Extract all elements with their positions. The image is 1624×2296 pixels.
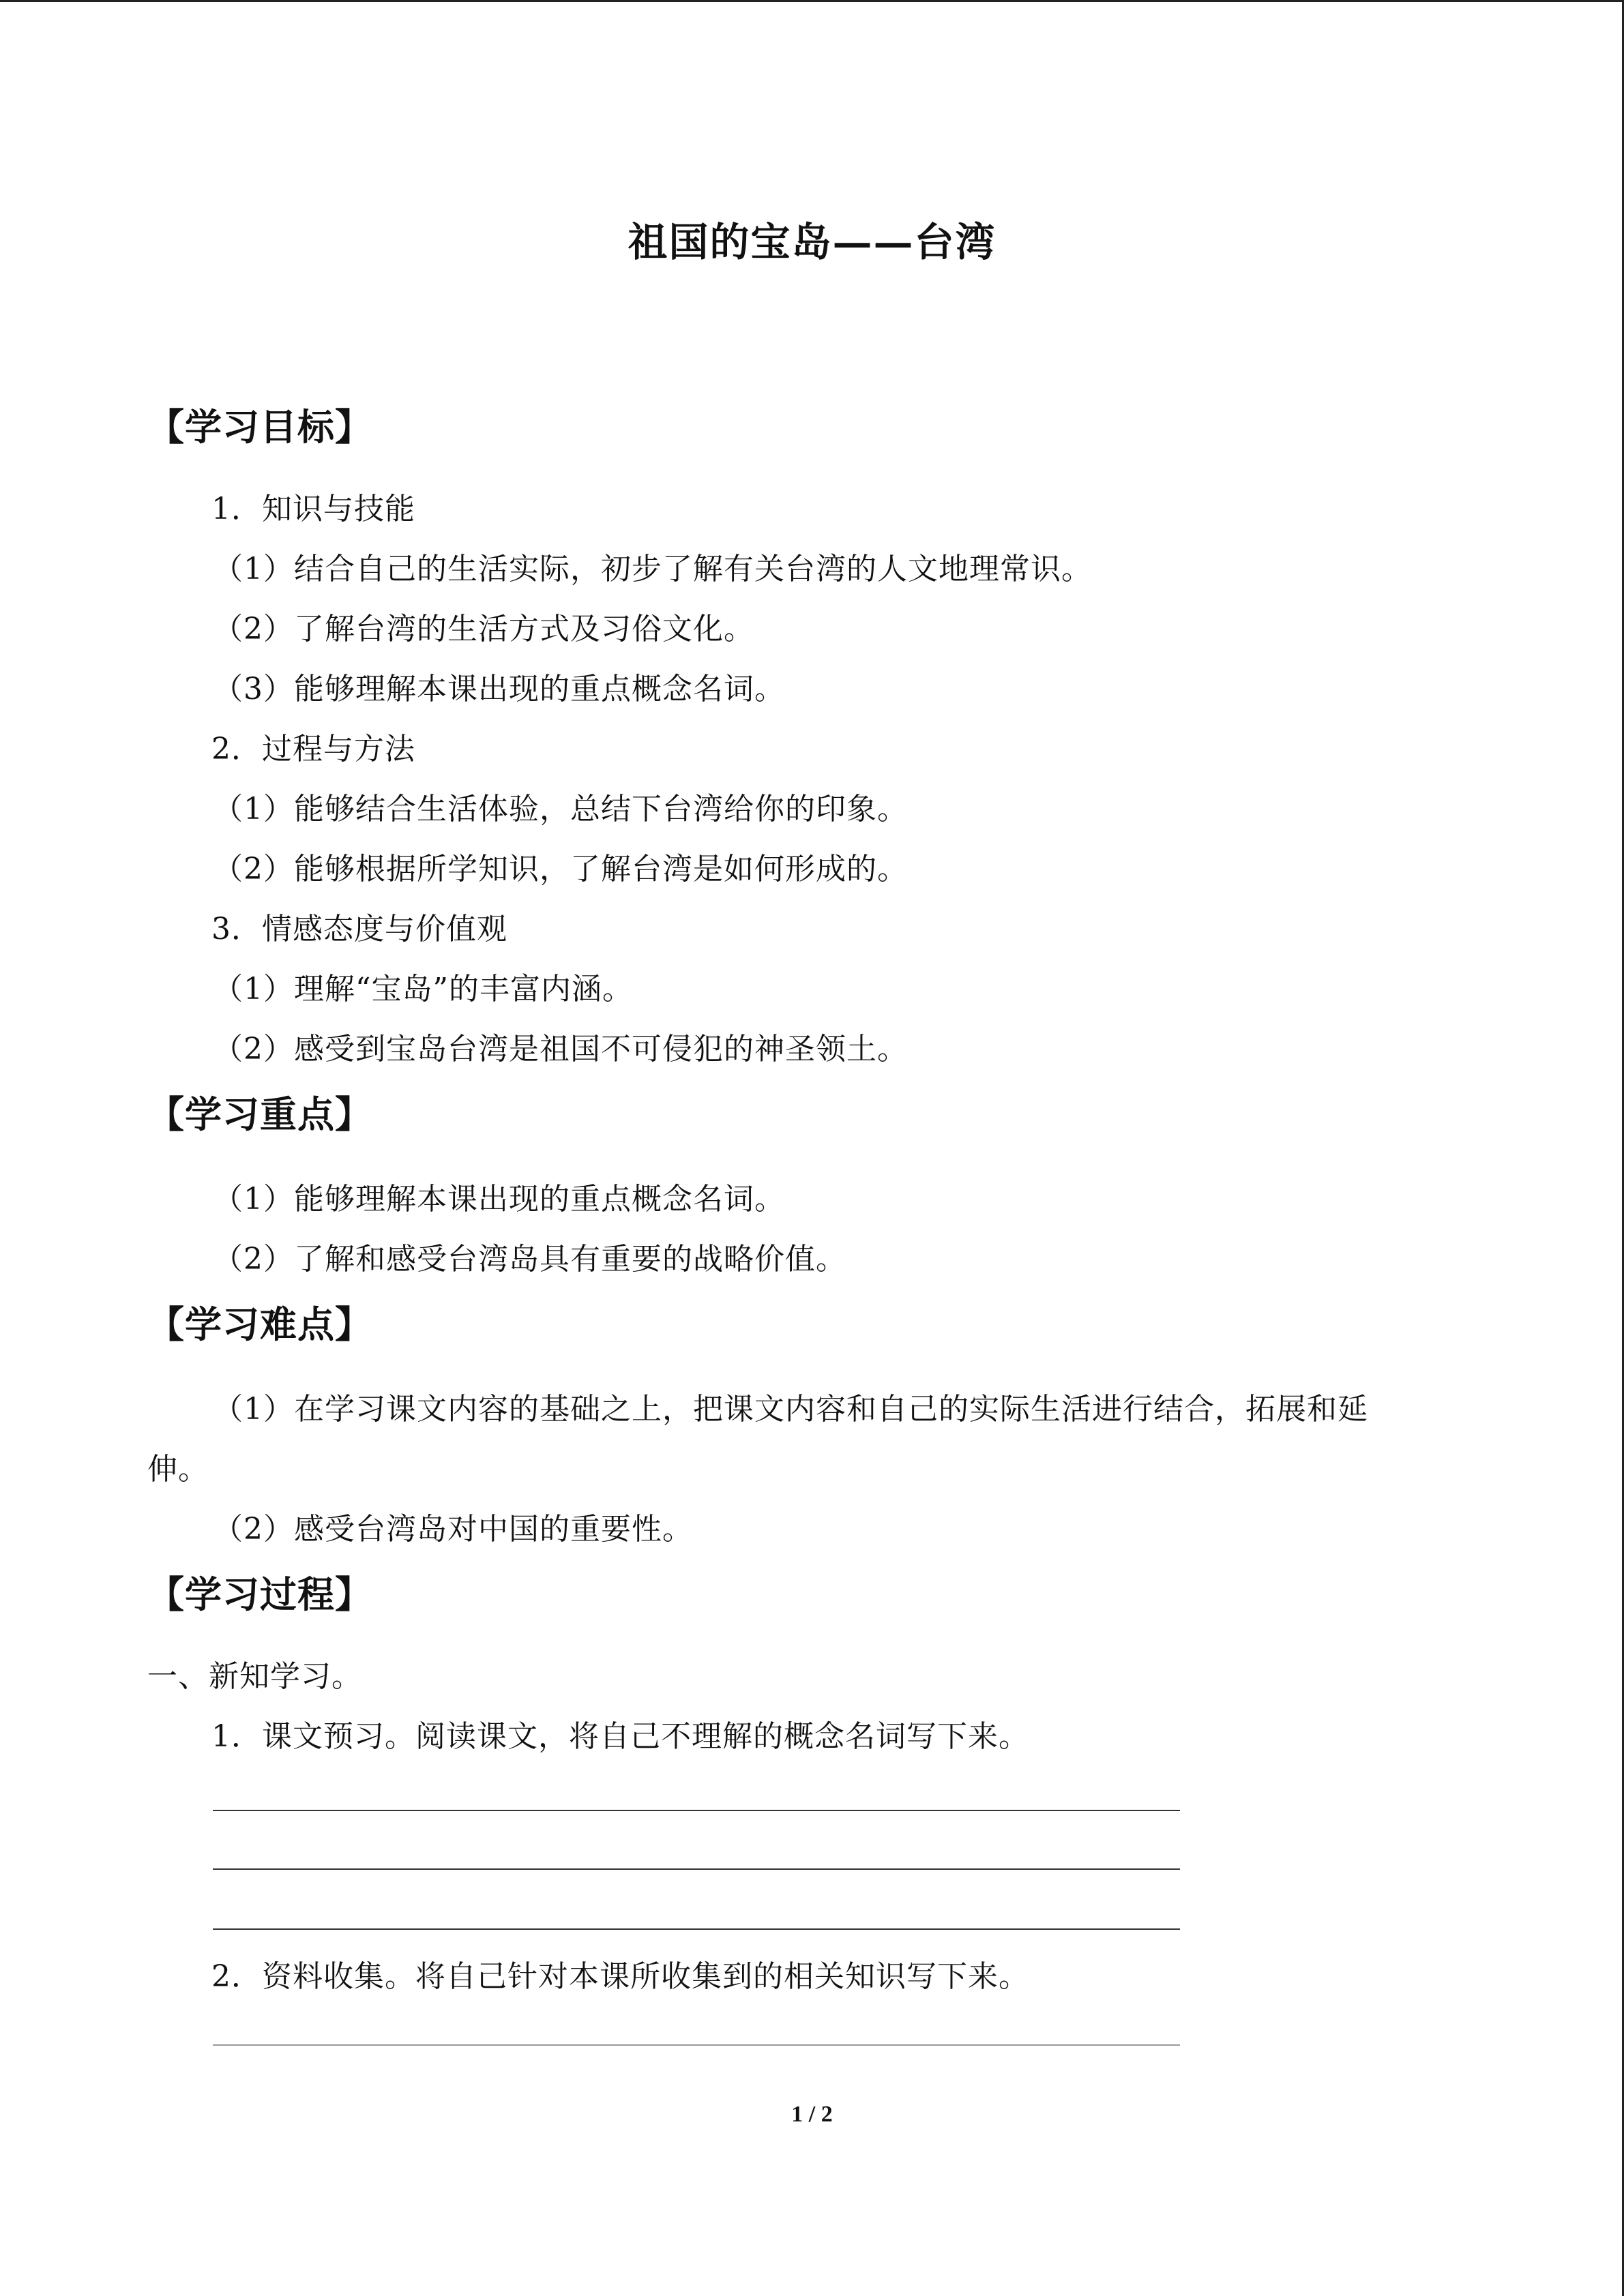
section-heading-keypoints: 【学习重点】	[147, 1092, 372, 1136]
keypoint-item-2: （2）了解和感受台湾岛具有重要的战略价值。	[213, 1242, 846, 1277]
keypoint-item-1: （1）能够理解本课出现的重点概念名词。	[213, 1182, 785, 1217]
section-heading-difficulties: 【学习难点】	[147, 1302, 372, 1346]
objective-item-1: 1．知识与技能	[211, 492, 415, 526]
objective-item-3-1: （1）理解“宝岛”的丰富内涵。	[213, 972, 633, 1007]
objective-item-1-3: （3）能够理解本课出现的重点概念名词。	[213, 672, 785, 706]
objective-item-1-2: （2）了解台湾的生活方式及习俗文化。	[213, 612, 754, 646]
page-title: 祖国的宝岛——台湾	[628, 219, 996, 265]
answer-line	[213, 1810, 1180, 1811]
section-heading-process: 【学习过程】	[147, 1572, 372, 1616]
objective-item-2-1: （1）能够结合生活体验，总结下台湾给你的印象。	[213, 792, 908, 826]
answer-line	[213, 2044, 1180, 2046]
answer-line	[213, 1928, 1180, 1930]
answer-line	[213, 1868, 1180, 1870]
objective-item-3: 3．情感态度与价值观	[211, 912, 507, 946]
objective-item-2: 2．过程与方法	[211, 732, 415, 766]
process-task-1: 1．课文预习。阅读课文，将自己不理解的概念名词写下来。	[211, 1719, 1029, 1754]
difficulty-item-1-line-1: （1）在学习课文内容的基础之上，把课文内容和自己的实际生活进行结合，拓展和延	[213, 1392, 1368, 1427]
page-number: 1 / 2	[791, 2102, 833, 2127]
process-task-2: 2．资料收集。将自己针对本课所收集到的相关知识写下来。	[211, 1959, 1029, 1994]
objective-item-3-2: （2）感受到宝岛台湾是祖国不可侵犯的神圣领土。	[213, 1032, 908, 1067]
difficulty-item-1-line-2: 伸。	[147, 1452, 209, 1487]
process-part-1: 一、新知学习。	[147, 1659, 362, 1694]
difficulty-item-2: （2）感受台湾岛对中国的重要性。	[213, 1512, 693, 1547]
objective-item-1-1: （1）结合自己的生活实际，初步了解有关台湾的人文地理常识。	[213, 552, 1092, 586]
section-heading-objectives: 【学习目标】	[147, 405, 372, 449]
objective-item-2-2: （2）能够根据所学知识，了解台湾是如何形成的。	[213, 852, 908, 886]
